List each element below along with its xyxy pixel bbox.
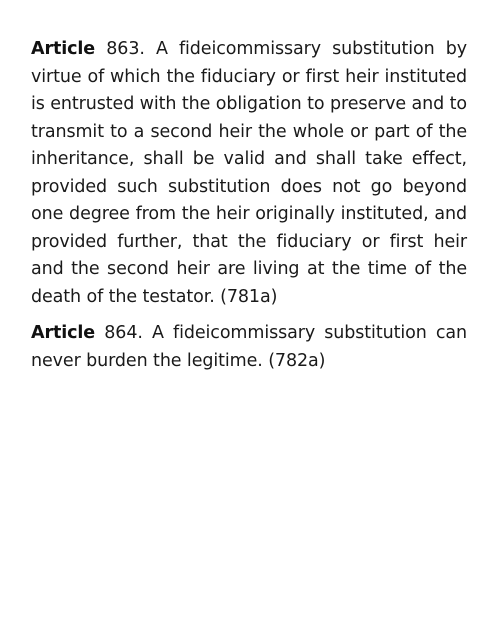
article-text: 863. A fideicommissary substitution by virtue of which the fiduciary or first heir instituted is entrusted with the obligation to preserve and to transmit to a second heir the whole or part of the inheritance, shall be valid and shall take effect, provided such substitution does not go beyond one degree from the heir originally instituted, and provided further, that the fiduciary or first heir and the second heir are living at the time of the death of the testator. (781a) [31, 39, 468, 307]
article-text: 864. A fideicommissary substitution can never burden the legitime. (782a) [31, 323, 467, 371]
document-page [31, 36, 467, 384]
article-label: Article [31, 323, 96, 343]
article-864 [31, 320, 467, 375]
article-863 [31, 36, 467, 311]
article-label: Article [31, 39, 96, 59]
